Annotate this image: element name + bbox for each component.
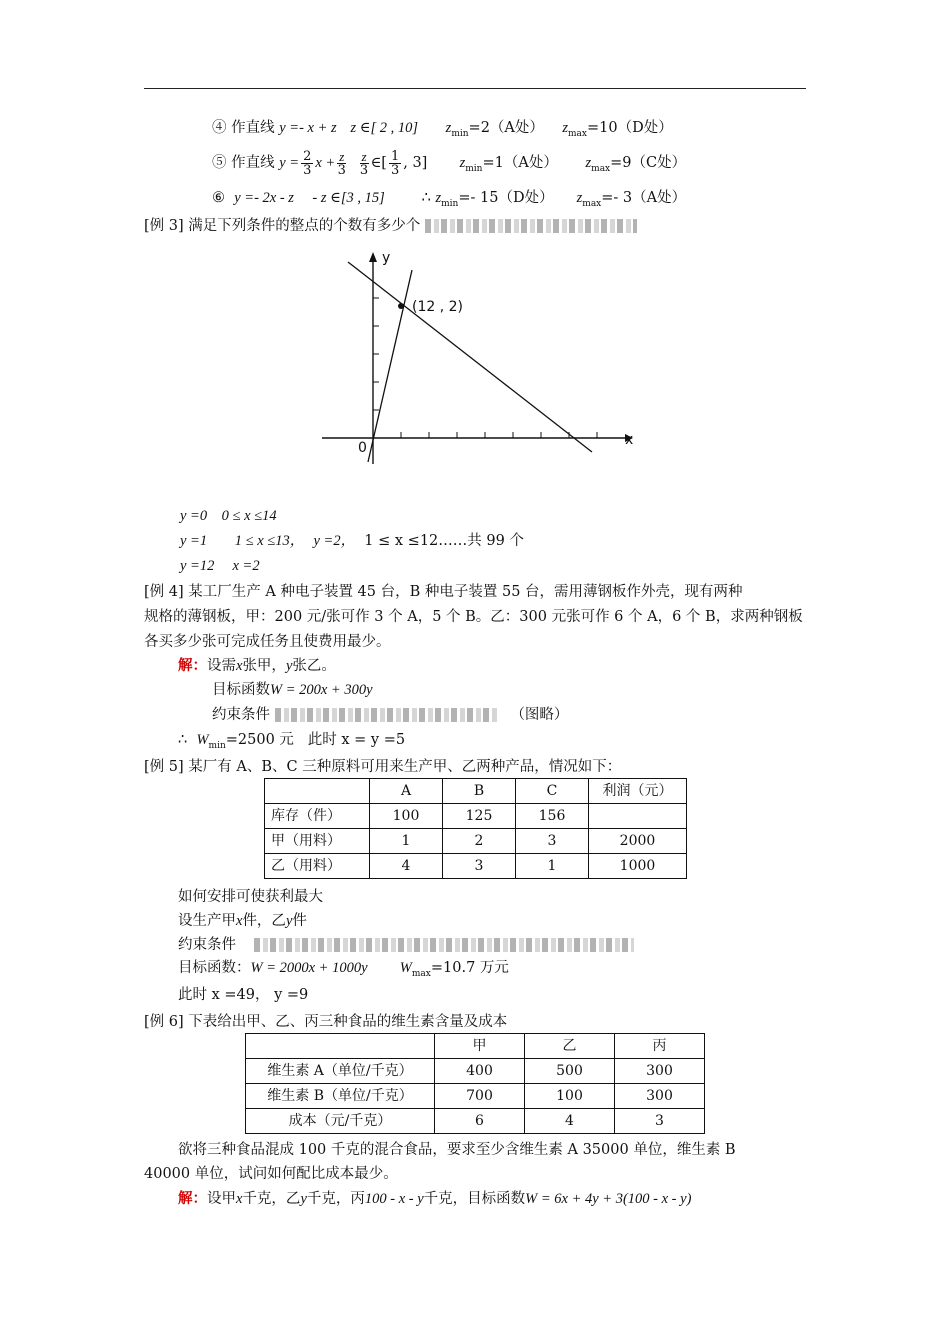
zmax-value: =10（D处） — [586, 120, 673, 136]
table-cell — [589, 804, 687, 829]
table-cell: 维生素 A（单位/千克） — [246, 1059, 435, 1084]
table-row — [265, 854, 687, 879]
result-w: W — [196, 732, 209, 748]
blurred-constraints-image — [275, 708, 497, 722]
table-cell: 甲（用料） — [265, 829, 370, 854]
example-4-solution — [178, 656, 336, 676]
example-4-objective — [212, 680, 373, 700]
example-4-line-3: 各买多少张可完成任务且使费用最少。 — [144, 634, 391, 650]
item-6-range: - z ∈[3 , 15] — [312, 190, 385, 206]
ex3-row-2 — [180, 531, 524, 551]
table-cell: 乙（用料） — [265, 854, 370, 879]
blurred-constraints-image — [254, 938, 634, 952]
table-cell: 乙 — [525, 1034, 615, 1059]
item-4-equation: y =- x + z — [279, 120, 337, 136]
ex3-r2-x1: 1 ≤ x ≤13， — [234, 533, 305, 549]
example-5-objective — [178, 958, 509, 984]
table-cell: 3 — [615, 1109, 705, 1134]
fraction-2-num: z — [339, 148, 345, 164]
table-cell: 4 — [525, 1109, 615, 1134]
table-cell: 丙 — [615, 1034, 705, 1059]
setup-text-b: 件，乙 — [242, 913, 286, 929]
setup-var-x: x — [236, 913, 243, 929]
table-cell: 库存（件） — [265, 804, 370, 829]
y-axis-arrow — [369, 252, 377, 262]
item-5-tail: , 3] — [403, 155, 428, 171]
ex3-r2-x2: 1 ≤ x ≤12……共 99 个 — [364, 533, 524, 549]
vitamin-table — [245, 1033, 705, 1134]
sol-text-e: 千克，目标函数 — [423, 1191, 526, 1207]
example-5-setup — [178, 911, 307, 931]
table-cell: 4 — [370, 854, 443, 879]
zmax-symbol: z — [562, 120, 568, 136]
sol-var-x: x — [236, 1191, 243, 1207]
constraint-line-decreasing — [348, 262, 592, 452]
table-cell — [246, 1034, 435, 1059]
setup-var-y: y — [285, 913, 293, 929]
result-tail: 此时 x = y =5 — [307, 732, 406, 748]
item-5-eq-y: y = — [279, 155, 300, 171]
objective-label: 目标函数 — [212, 682, 270, 698]
table-row — [265, 829, 687, 854]
table-cell: 2 — [443, 829, 516, 854]
fraction-3 — [360, 150, 369, 177]
table-cell: 甲 — [435, 1034, 525, 1059]
intersection-point — [398, 303, 404, 309]
fraction-1 — [301, 150, 313, 177]
table-cell: 500 — [525, 1059, 615, 1084]
table-cell: 1000 — [589, 854, 687, 879]
setup-text-a: 设生产甲 — [178, 913, 236, 929]
example-5-constraints — [178, 935, 634, 955]
table-cell: 100 — [525, 1084, 615, 1109]
figure-omitted-note: （图略） — [510, 707, 569, 723]
zmin-symbol: z — [445, 120, 452, 136]
example-4-constraints — [212, 705, 568, 725]
ex3-row-1 — [180, 506, 277, 526]
fraction-2 — [337, 150, 346, 177]
constraints-label: 约束条件 — [178, 937, 236, 953]
item-4-range: z ∈[ 2 , 10] — [350, 120, 419, 136]
example-6-paragraph-2: 40000 单位，试问如何配比成本最少。 — [144, 1166, 398, 1182]
example-4-result — [178, 730, 405, 756]
table-cell: 1 — [516, 854, 589, 879]
item-5 — [212, 146, 686, 186]
ex3-row-3 — [180, 556, 260, 576]
example-5-title: [例 5] 某厂有 A、B、C 三种原料可用来生产甲、乙两种产品，情况如下： — [144, 759, 622, 775]
item-6-number: ⑥ — [212, 190, 225, 206]
example-4-title: [例 4] 某工厂生产 A 种电子装置 45 台，B 种电子装置 55 台，需用薄钢板作外壳，现有两种 — [144, 584, 743, 600]
example-6-solution — [178, 1189, 691, 1209]
zmax-subscript: max — [568, 128, 587, 139]
table-row — [246, 1109, 705, 1134]
zmin-subscript: min — [465, 163, 483, 174]
table-cell: 维生素 B（单位/千克） — [246, 1084, 435, 1109]
point-label: (12 , 2) — [412, 299, 463, 315]
ex3-r3-y: y =12 — [180, 558, 215, 574]
example-6-paragraph-1: 欲将三种食品混成 100 千克的混合食品，要求至少含维生素 A 35000 单位，维生素 B — [178, 1142, 736, 1158]
table-cell: 100 — [370, 804, 443, 829]
wmax-value: =10.7 万元 — [430, 960, 509, 976]
table-cell: 3 — [443, 854, 516, 879]
wmax-symbol: W — [399, 960, 412, 976]
result-subscript: min — [208, 740, 226, 751]
table-cell: 400 — [435, 1059, 525, 1084]
fraction-3-den: 3 — [359, 162, 369, 178]
fraction-4 — [389, 150, 401, 177]
table-cell: 700 — [435, 1084, 525, 1109]
therefore-symbol: ∴ — [421, 190, 431, 206]
table-cell: 300 — [615, 1059, 705, 1084]
zmax-subscript: max — [582, 198, 602, 209]
sol-text-a: 设甲 — [207, 1191, 236, 1207]
zmin-symbol: z — [459, 155, 466, 171]
table-cell: 2000 — [589, 829, 687, 854]
item-5-verb: 作直线 — [231, 155, 275, 171]
table-cell: C — [516, 779, 589, 804]
ex3-r2-y1: y =1 — [180, 533, 208, 549]
sol-text-a: 设需 — [207, 658, 236, 674]
setup-text-c: 件 — [292, 913, 307, 929]
example-5-question: 如何安排可使获利最大 — [178, 889, 323, 905]
sol-text-b: 张甲， — [242, 658, 286, 674]
item-6 — [212, 188, 686, 214]
example-4-line-2: 规格的薄钢板，甲：200 元/张可作 3 个 A，5 个 B。乙：300 元张可作 6 个 A，6 个 B，求两种钢板 — [144, 609, 803, 625]
example-3-title-text: [例 3] 满足下列条件的整点的个数有多少个 — [144, 218, 421, 234]
fraction-4-num: 1 — [390, 148, 400, 164]
header-rule — [144, 88, 806, 89]
table-cell: 1 — [370, 829, 443, 854]
sol-objective: W = 6x + 4y + 3(100 - x - y) — [525, 1191, 692, 1207]
zmax-value: =9（C处） — [610, 155, 687, 171]
zmin-value: =- 15（D处） — [458, 190, 554, 206]
table-cell — [265, 779, 370, 804]
table-header-row — [246, 1034, 705, 1059]
blurred-formula-image — [425, 219, 637, 233]
table-cell: 利润（元） — [589, 779, 687, 804]
table-cell: B — [443, 779, 516, 804]
zmin-value: =2（A处） — [468, 120, 544, 136]
objective-label: 目标函数： — [178, 960, 251, 976]
table-cell: 3 — [516, 829, 589, 854]
table-row — [265, 804, 687, 829]
result-value: =2500 元 — [225, 732, 294, 748]
sol-text-c: 张乙。 — [292, 658, 336, 674]
table-row — [246, 1084, 705, 1109]
example-6-title: [例 6] 下表给出甲、乙、丙三种食品的维生素含量及成本 — [144, 1014, 508, 1030]
example-5-result: 此时 x =49， y =9 — [178, 987, 309, 1003]
fraction-4-den: 3 — [390, 162, 400, 178]
zmax-symbol: z — [576, 190, 583, 206]
therefore-symbol: ∴ — [178, 732, 188, 748]
sol-text-c: 千克，丙 — [306, 1191, 365, 1207]
constraints-label: 约束条件 — [212, 707, 270, 723]
zmin-symbol: z — [435, 190, 442, 206]
sol-var-y: y — [285, 658, 293, 674]
item-4-number: ④ — [212, 120, 227, 136]
sol-expr-d: 100 - x - y — [364, 1191, 424, 1207]
table-header-row — [265, 779, 687, 804]
item-4-verb: 作直线 — [231, 120, 275, 136]
fraction-1-num: 2 — [303, 148, 312, 164]
solution-label: 解： — [178, 1190, 207, 1207]
item-5-in: ∈[ — [370, 155, 387, 171]
linear-programming-graph — [300, 244, 640, 464]
wmax-subscript: max — [411, 968, 431, 979]
item-5-eq-x: x + — [315, 155, 336, 171]
table-cell: 6 — [435, 1109, 525, 1134]
fraction-2-den: 3 — [337, 162, 346, 178]
zmin-subscript: min — [451, 128, 469, 139]
table-cell: 成本（元/千克） — [246, 1109, 435, 1134]
zmin-value: =1（A处） — [482, 155, 558, 171]
ex3-r1-x: 0 ≤ x ≤14 — [221, 508, 277, 524]
table-row — [246, 1059, 705, 1084]
fraction-1-den: 3 — [303, 162, 312, 178]
constraint-line-steep — [368, 270, 412, 462]
objective-expression: W = 200x + 300y — [270, 682, 373, 698]
zmax-value: =- 3（A处） — [601, 190, 687, 206]
ex3-r3-x: x =2 — [232, 558, 260, 574]
fraction-3-num: z — [361, 148, 367, 164]
zmax-subscript: max — [591, 163, 611, 174]
table-cell: 125 — [443, 804, 516, 829]
example-3-title — [144, 216, 637, 236]
x-axis-label: x — [625, 432, 634, 448]
ex3-r2-y2: y =2， — [313, 533, 356, 549]
item-6-equation: y =- 2x - z — [234, 190, 294, 206]
table-cell: A — [370, 779, 443, 804]
origin-label: 0 — [358, 440, 367, 456]
sol-var-y: y — [300, 1191, 307, 1207]
y-axis-label: y — [382, 250, 391, 266]
zmax-symbol: z — [585, 155, 592, 171]
zmin-subscript: min — [441, 198, 459, 209]
table-cell: 156 — [516, 804, 589, 829]
ex3-r1-y: y =0 — [180, 508, 208, 524]
objective-expression: W = 2000x + 1000y — [250, 960, 368, 976]
item-5-number: ⑤ — [212, 155, 227, 171]
solution-label: 解： — [178, 657, 207, 674]
materials-table — [264, 778, 687, 879]
item-4 — [212, 118, 673, 144]
sol-text-b: 千克，乙 — [242, 1191, 301, 1207]
table-cell: 300 — [615, 1084, 705, 1109]
sol-var-x: x — [236, 658, 243, 674]
